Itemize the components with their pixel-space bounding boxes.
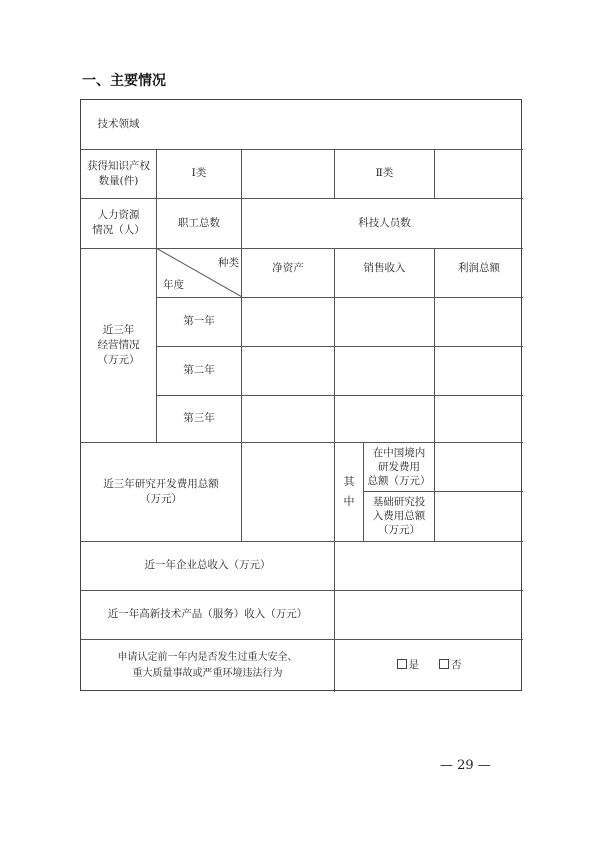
year-2-profit[interactable] <box>435 347 523 395</box>
year-3-sales[interactable] <box>335 396 434 442</box>
no-label: 否 <box>451 659 462 671</box>
revenue-label: 近一年企业总收入（万元） <box>144 559 271 571</box>
of-which-char1: 其 <box>343 474 355 488</box>
tech-staff-value[interactable] <box>435 198 523 248</box>
hr-label-line1: 人力资源 <box>97 209 140 221</box>
page-number: — 29 — <box>440 758 491 773</box>
col-sales: 销售收入 <box>363 261 406 274</box>
total-staff-value[interactable] <box>242 198 334 248</box>
ip-class2-label: Ⅱ类 <box>375 167 394 179</box>
ops-label-line1: 近三年 <box>102 323 135 336</box>
ip-class2-value[interactable] <box>435 149 523 198</box>
year-1-sales[interactable] <box>335 298 434 346</box>
incident-label-line2: 重大质量事故或严重环境违法行为 <box>132 667 283 679</box>
diag-header-year: 年度 <box>163 278 184 291</box>
section-title: 一、主要情况 <box>82 73 166 89</box>
year-2-sales[interactable] <box>335 347 434 395</box>
ip-label-line2: 数量(件) <box>98 174 139 187</box>
ops-label-line2: 经营情况 <box>97 338 140 351</box>
hr-label-line2: 情况（人） <box>92 224 145 236</box>
total-staff-label: 职工总数 <box>178 216 220 229</box>
year-1-profit[interactable] <box>435 298 523 346</box>
year-3-net-assets[interactable] <box>242 396 334 442</box>
incident-options <box>335 639 523 692</box>
basic-research-label <box>364 491 434 541</box>
ip-class1-label: Ⅰ类 <box>191 167 207 179</box>
domestic-rnd-line2: 研发费用 <box>378 460 420 473</box>
of-which-label <box>335 442 363 541</box>
domestic-rnd-label <box>364 442 434 491</box>
hightech-label: 近一年高新技术产品（服务）收入（万元） <box>107 608 308 620</box>
basic-research-value[interactable] <box>435 492 523 541</box>
no-checkbox[interactable] <box>439 659 449 669</box>
rnd-label-line1: 近三年研究开发费用总额 <box>103 477 219 490</box>
incident-label <box>81 639 334 692</box>
ip-label-line1: 获得知识产权 <box>87 159 150 172</box>
rnd-total-value[interactable] <box>242 442 334 541</box>
revenue-value[interactable] <box>335 541 523 590</box>
of-which-char2: 中 <box>343 494 355 508</box>
tech-field-value[interactable] <box>157 100 523 149</box>
ops-label-line3: （万元） <box>97 353 140 366</box>
basic-research-line3: （万元） <box>378 524 420 536</box>
col-profit: 利润总额 <box>458 261 500 274</box>
year-3-profit[interactable] <box>435 396 523 442</box>
basic-research-line1: 基础研究投 <box>372 496 426 508</box>
tech-staff-label: 科技人员数 <box>358 216 411 229</box>
tech-field-label: 技术领域 <box>97 118 140 130</box>
yes-option[interactable] <box>397 658 420 673</box>
year-1-net-assets[interactable] <box>242 298 334 346</box>
year-2-net-assets[interactable] <box>242 347 334 395</box>
domestic-rnd-line3: 总额（万元） <box>367 474 431 487</box>
rnd-label <box>81 442 241 541</box>
yes-label: 是 <box>408 659 419 671</box>
year-2-label: 第二年 <box>183 364 215 376</box>
domestic-rnd-line1: 在中国境内 <box>372 446 426 459</box>
incident-label-line1: 申请认定前一年内是否发生过重大安全、 <box>117 651 298 663</box>
ip-label <box>81 149 156 198</box>
ip-class1-value[interactable] <box>242 149 334 198</box>
hightech-value[interactable] <box>335 590 523 639</box>
col-net-assets: 净资产 <box>272 261 304 274</box>
hr-label <box>81 198 156 248</box>
diag-header-category: 种类 <box>218 256 239 269</box>
basic-research-line2: 入费用总额 <box>372 510 426 522</box>
yes-checkbox[interactable] <box>397 659 407 669</box>
year-1-label: 第一年 <box>183 315 215 327</box>
no-option[interactable] <box>439 658 462 673</box>
year-3-label: 第三年 <box>183 412 215 424</box>
domestic-rnd-value[interactable] <box>435 442 523 491</box>
main-info-table <box>80 99 522 691</box>
rnd-label-line2: （万元） <box>140 492 182 505</box>
ops-label <box>81 248 156 442</box>
